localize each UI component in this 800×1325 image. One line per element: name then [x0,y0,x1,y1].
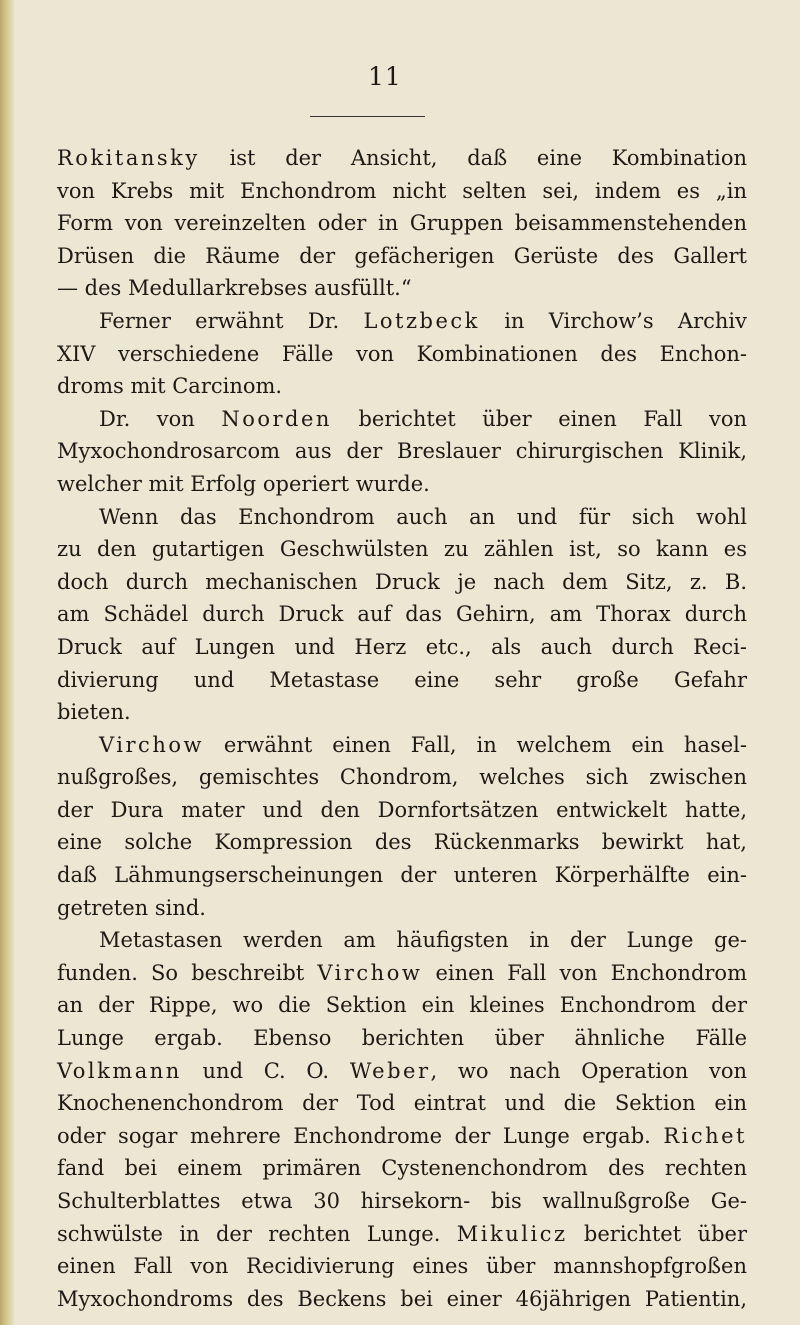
text-line [57,240,747,273]
text-run: eine solche Kompression des Rückenmarks bewirkt hat, [57,830,747,855]
text-line [57,598,747,631]
text-line [57,761,747,794]
text-line [57,501,747,534]
text-run: Form von vereinzelten oder in Gruppen beisammenstehenden [57,211,747,236]
text-line [57,305,747,338]
text-line [57,794,747,827]
text-line [57,272,747,305]
emphasized-name: Mikulicz [456,1221,568,1246]
text-run: Metastasen werden am häufigsten in der Lunge ge- [99,928,747,953]
text-run: ist der Ansicht, daß eine Kombination [199,146,747,170]
text-run: fand bei einem primären Cystenenchondrom des rechten [57,1156,747,1181]
text-run: nußgroßes, gemischtes Chondrom, welches sich zwischen [57,765,747,790]
emphasized-name: Rokitansky [57,146,200,170]
text-line [57,989,747,1022]
text-line [57,1218,747,1251]
emphasized-name: Lotzbeck [363,308,480,333]
book-binding-edge [0,0,14,1325]
text-run: — des Medullarkrebses ausfüllt.“ [57,276,412,301]
text-line [57,1055,747,1088]
text-run: einen Fall von Enchondrom [422,960,747,985]
text-line [57,957,747,990]
text-run: welcher mit Erfolg operiert wurde. [57,471,430,496]
text-run: daß Lähmungserscheinungen der unteren Körperhälfte ein- [57,863,747,888]
text-run: divierung und Metastase eine sehr große Gefahr [57,667,747,692]
text-line [57,533,747,566]
text-run: oder sogar mehrere Enchondrome der Lunge ergab. [57,1123,664,1148]
emphasized-name: Virchow [317,960,423,985]
emphasized-name: Weber [349,1058,431,1083]
text-line [57,859,747,892]
text-line [57,175,747,208]
text-line [57,338,747,371]
text-run: der Dura mater und den Dornfortsätzen entwickelt hatte, [57,797,747,822]
text-line [57,1185,747,1218]
text-line [57,924,747,957]
text-line [57,435,747,468]
page-number: 11 [368,62,402,91]
text-run: getreten sind. [57,895,206,920]
text-line [57,1120,747,1153]
text-run: Druck auf Lungen und Herz etc., als auch durch Reci- [57,634,747,659]
text-line [57,664,747,697]
text-run: XIV verschiedene Fälle von Kombinationen des Enchon- [57,341,747,366]
emphasized-name: Noorden [221,406,332,431]
text-line [57,892,747,925]
text-line [57,370,747,403]
text-line [57,1022,747,1055]
text-run: zu den gutartigen Geschwülsten zu zählen ist, so kann es [57,537,747,562]
text-run: berichtet über [567,1221,747,1246]
text-line [57,207,747,240]
text-line [57,696,747,729]
text-run: doch durch mechanischen Druck je nach dem Sitz, z. B. [57,569,747,594]
text-run: bieten. [57,700,131,725]
text-run: berichtet über einen Fall von [331,406,747,431]
text-run: Wenn das Enchondrom auch an und für sich wohl [99,504,747,529]
text-run: Schulterblattes etwa 30 hirsekorn- bis wallnußgroße Ge- [57,1189,747,1213]
text-line [57,729,747,762]
text-line [57,1152,747,1185]
text-run: Myxochondroms des Beckens bei einer 46jährigen Patientin, [57,1286,747,1311]
text-line [57,631,747,664]
text-run: von Krebs mit Enchondrom nicht selten sei, indem es „in [57,178,747,203]
text-run: Myxochondrosarcom aus der Breslauer chirurgischen Klinik, [57,439,747,464]
text-run: und C. O. [181,1058,350,1083]
text-run: Ferner erwähnt Dr. [99,308,364,333]
text-run: einen Fall von Recidivierung eines über mannshopfgroßen [57,1254,747,1279]
text-line [57,826,747,859]
text-run: an der Rippe, wo die Sektion ein kleines Enchondrom der [57,993,747,1018]
text-run: funden. So beschreibt [57,960,318,985]
text-line [57,1283,747,1316]
text-run: Drüsen die Räume der gefächerigen Gerüste des Gallert [57,243,747,268]
text-run: , wo nach Operation von [430,1058,747,1083]
text-run: droms mit Carcinom. [57,374,283,399]
body-text [57,142,747,1315]
text-run: schwülste in der rechten Lunge. [57,1221,457,1246]
text-line [57,468,747,501]
text-run: am Schädel durch Druck auf das Gehirn, am Thorax durch [57,602,747,627]
emphasized-name: Richet [663,1123,747,1148]
emphasized-name: Volkmann [57,1058,182,1083]
text-line [57,1087,747,1120]
text-line [57,1250,747,1283]
text-line [57,403,747,436]
text-run: Lunge ergab. Ebenso berichten über ähnliche Fälle [57,1026,747,1051]
text-run: Dr. von [99,406,222,431]
text-line [57,142,747,175]
text-line [57,566,747,599]
text-run: erwähnt einen Fall, in welchem ein hasel- [203,732,747,757]
text-run: in Virchow’s Archiv [479,308,747,333]
header-rule [310,116,425,117]
text-run: Knochenenchondrom der Tod eintrat und die Sektion ein [57,1091,747,1116]
emphasized-name: Virchow [99,732,204,757]
